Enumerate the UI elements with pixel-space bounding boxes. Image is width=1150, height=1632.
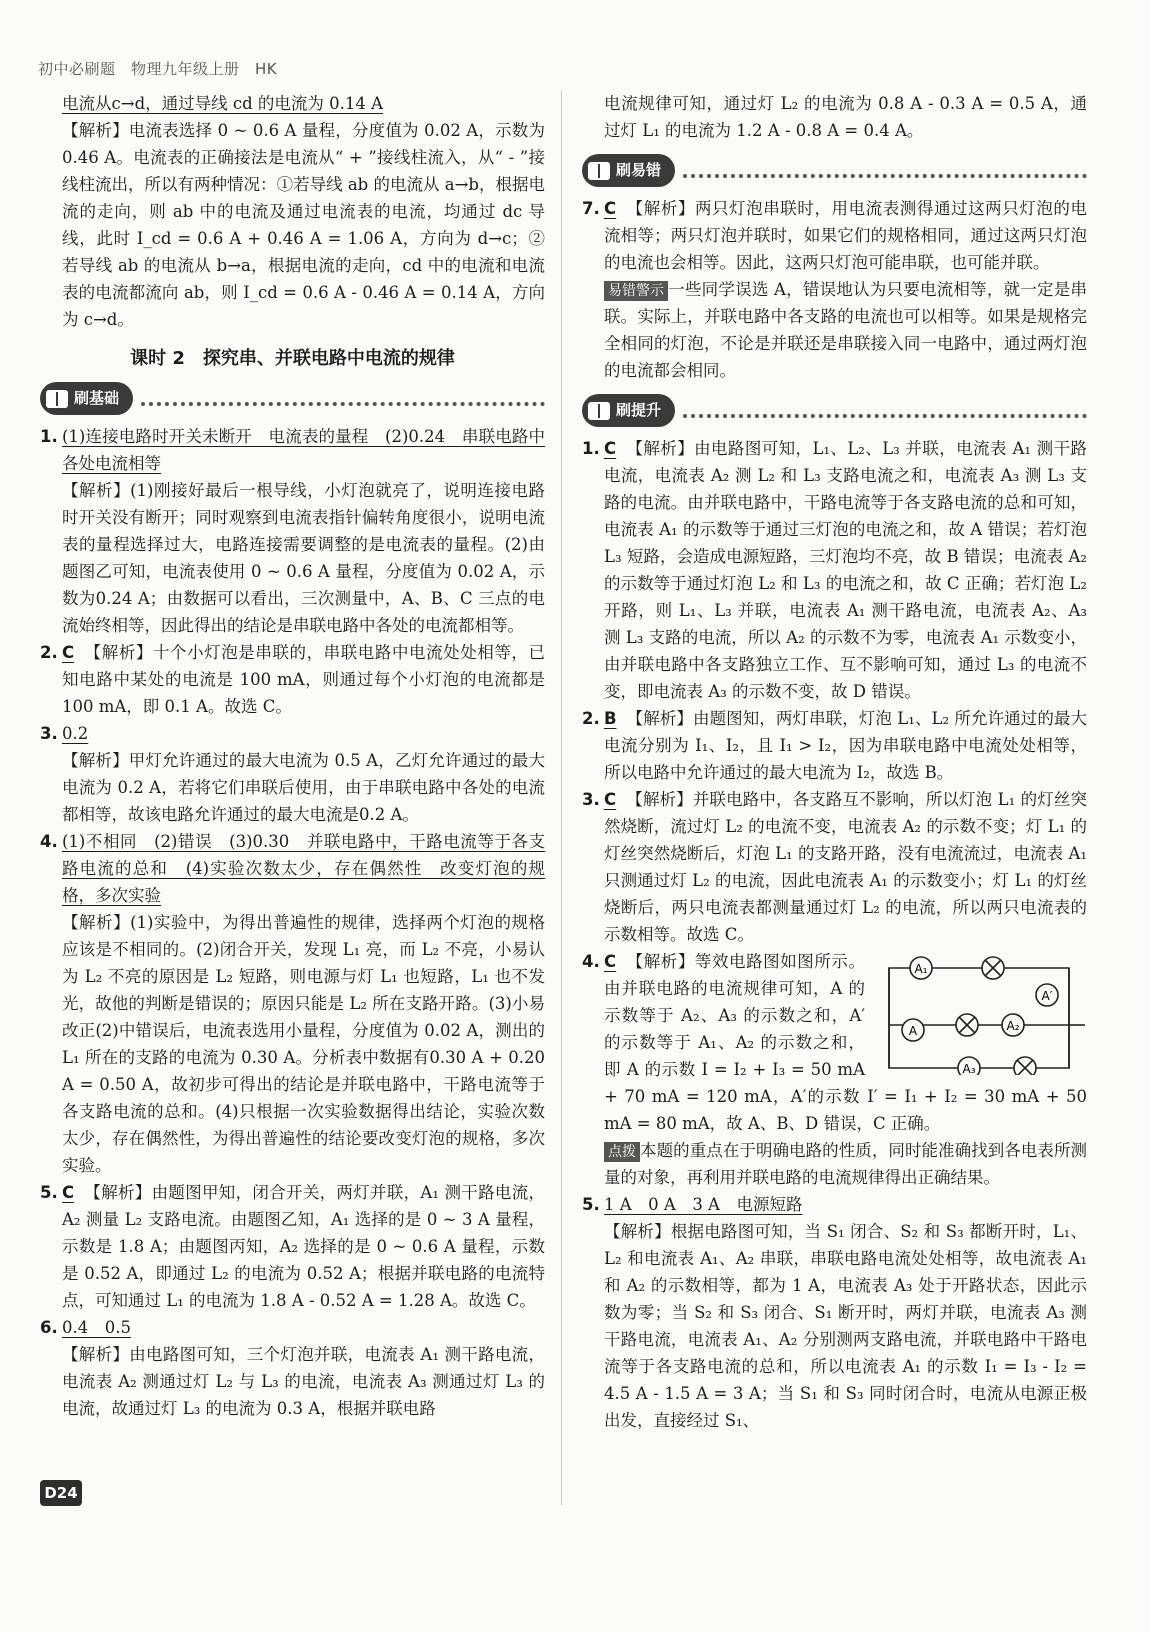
question-number: 6. bbox=[40, 1318, 58, 1337]
analysis: 【解析】由电路图可知，三个灯泡并联，电流表 A₁ 测干路电流，电流表 A₂ 测通过灯 L₂ 与 L₃ 的电流，电流表 A₃ 测通过灯 L₃ 的电流，故通过灯 L₃ 的电流为 0.3 A，根据并联电路 bbox=[62, 1345, 545, 1418]
question-4 bbox=[40, 828, 545, 1179]
question-number: 2. bbox=[40, 643, 58, 662]
lesson-title: 课时 2 探究串、并联电路中电流的规律 bbox=[130, 348, 455, 369]
section-basic bbox=[40, 382, 545, 415]
analysis: 【解析】由电路图可知，L₁、L₂、L₃ 并联，电流表 A₁ 测干路电流，电流表 A₂ 测 L₂ 和 L₃ 支路电流之和，电流表 A₃ 测 L₃ 支路的电流。由并联电路中，干路电流等于各支路电流的总和可知，电流表 A₁ 的示数等于通过三灯泡的电流之和，故 A 错误；若灯泡 L₃ 短路，会造成电源短路，三灯泡均不亮，故 B 错误；电流表 A₂ 的示数等于通过灯泡 L₂ 和 L₃ 的电流之和，故 C 正确；若灯泡 L₂ 开路，则 L₁、L₃ 并联，电流表 A₁ 测干路电流，电流表 A₂、A₃ 测 L₃ 支路的电流，所以 A₂ 的示数不为零，电流表 A₁ 示数变小，由并联电路中各支路独立工作、互不影响可知，通过 L₃ 的电流不变，即电流表 A₃ 的示数不变，故 D 错误。 bbox=[604, 439, 1087, 701]
equivalent-circuit-diagram bbox=[875, 950, 1087, 1075]
problem-1 bbox=[582, 435, 1087, 705]
analysis: 【解析】两只灯泡串联时，用电流表测得通过这两只灯泡的电流相等；两只灯泡并联时，如果它们的规格相同，通过这两只灯泡的电流也会相等。因此，这两只灯泡可能串联，也可能并联。 bbox=[604, 199, 1087, 272]
left-column bbox=[40, 90, 545, 1422]
warning-text: 一些同学误选 A，错误地认为只要电流相等，就一定是串联。实际上，并联电路中各支路的电流也可以相等。如果是规格完全相同的灯泡，不论是并联还是串联接入同一电路中，通过两灯泡的电流都会相同。 bbox=[604, 280, 1087, 380]
problem-5 bbox=[582, 1191, 1087, 1434]
dotted-rule bbox=[683, 404, 1087, 418]
dotted-rule bbox=[683, 164, 1087, 178]
dotted-rule bbox=[141, 392, 545, 406]
answer: 0.4 0.5 bbox=[62, 1318, 131, 1337]
ammeter-a-prime bbox=[1036, 984, 1058, 1006]
question-number: 7. bbox=[582, 199, 600, 218]
warning-tag: 易错警示 bbox=[604, 281, 668, 301]
lamp-3 bbox=[1014, 1057, 1036, 1075]
problem-2 bbox=[582, 705, 1087, 786]
ammeter-a1 bbox=[910, 957, 932, 979]
question-1 bbox=[40, 423, 545, 639]
ammeter-a3 bbox=[958, 1057, 980, 1075]
page-number: D24 bbox=[40, 1480, 82, 1506]
question-6 bbox=[40, 1314, 545, 1422]
analysis: 【解析】根据电路图可知，当 S₁ 闭合、S₂ 和 S₃ 都断开时，L₁、L₂ 和电流表 A₁、A₂ 串联，串联电路电流处处相等，故电流表 A₁ 和 A₂ 的示数相等，都为 1 A，电流表 A₃ 处于开路状态，因此示数为零；当 S₂ 和 S₃ 闭合、S₁ 断开时，两灯并联，电流表 A₃ 测干路电流，电流表 A₁、A₂ 分别测两支路电流，并联电路中干路电流等于各支路电流的总和，所以电流表 A₁ 的示数 I₁ = I₃ - I₂ = 4.5 A - 1.5 A = 3 A；当 S₁ 和 S₃ 同时闭合时，电流从电源正极出发，直接经过 S₁、 bbox=[604, 1222, 1087, 1430]
svg-text:A₃: A₃ bbox=[962, 1062, 976, 1075]
lamp-1 bbox=[982, 957, 1004, 979]
section-error bbox=[582, 154, 1087, 187]
question-number: 1. bbox=[582, 439, 600, 458]
question-7 bbox=[582, 195, 1087, 384]
section-up-label: 刷提升 bbox=[616, 401, 662, 419]
analysis: 【解析】(1)实验中，为得出普遍性的规律，选择两个灯泡的规格应该是不相同的。(2)闭合开关，发现 L₁ 亮，而 L₂ 不亮，小易认为 L₂ 不亮的原因是 L₂ 短路，则电源与灯 L₁ 也短路，L₁ 也不发光，故他的判断是错误的；原因只能是 L₂ 所在支路开路。(3)小易改正(2)中错误后，电流表选用小量程，分度值为 0.02 A，测出的 L₁ 所在的支路的电流为 0.30 A。分析表中数据有0.30 A + 0.20 A = 0.50 A，故初步可得出的结论是并联电路中，干路电流等于各支路电流的总和。(4)只根据一次实验数据得出结论，实验次数太少，存在偶然性，为得出普遍性的结论要改变灯泡的规格，多次实验。 bbox=[62, 913, 545, 1175]
svg-text:A₁: A₁ bbox=[914, 962, 928, 976]
answer: 1 A 0 A 3 A 电源短路 bbox=[604, 1195, 803, 1214]
lamp-2 bbox=[956, 1014, 978, 1036]
question-number: 5. bbox=[40, 1183, 58, 1202]
section-badge-basic bbox=[40, 382, 133, 415]
choice-answer: C bbox=[62, 1183, 75, 1202]
section-badge-up bbox=[582, 394, 675, 427]
answer: (1)不相同 (2)错误 (3)0.30 并联电路中，干路电流等于各支路电流的总和 (4)实验次数太少，存在偶然性 改变灯泡的规格，多次实验 bbox=[62, 832, 545, 905]
question-number: 4. bbox=[40, 832, 58, 851]
page-header: 初中必刷题 物理九年级上册 HK bbox=[38, 60, 278, 78]
ammeter-a bbox=[902, 1019, 924, 1041]
svg-text:A: A bbox=[908, 1024, 918, 1038]
analysis: 【解析】并联电路中，各支路互不影响，所以灯泡 L₁ 的灯丝突然烧断，流过灯 L₂ 的电流不变，电流表 A₂ 的示数不变；灯 L₁ 的灯丝突然烧断后，灯泡 L₁ 的支路开路，没有电流流过，电流表 A₁ 只测通过灯 L₂ 的电流，因此电流表 A₁ 的示数变小；灯 L₁ 的灯丝烧断后，两只电流表都测量通过灯 L₂ 的电流，所以两只电流表的示数相等。故选 C。 bbox=[604, 790, 1087, 944]
question-number: 2. bbox=[582, 709, 600, 728]
section-badge-error bbox=[582, 154, 675, 187]
choice-answer: B bbox=[604, 709, 617, 728]
carry-over-text: 电流规律可知，通过灯 L₂ 的电流为 0.8 A - 0.3 A = 0.5 A，通过灯 L₁ 的电流为 1.2 A - 0.8 A = 0.4 A。 bbox=[604, 94, 1087, 140]
column-divider bbox=[561, 90, 562, 1505]
section-error-label: 刷易错 bbox=[616, 161, 662, 179]
book-icon bbox=[588, 162, 610, 180]
answer: (1)连接电路时开关未断开 电流表的量程 (2)0.24 串联电路中各处电流相等 bbox=[62, 427, 545, 473]
carry-over-analysis: 【解析】电流表选择 0 ~ 0.6 A 量程，分度值为 0.02 A，示数为0.46 A。电流表的正确接法是电流从“ + ”接线柱流入，从“ - ”接线柱流出，所以有两种情况：①若导线 ab 的电流从 a→b，根据电流的走向，则 ab 中的电流及通过电流表的电流，均通过 dc 导线，此时 I_cd = 0.6 A + 0.46 A = 1.06 A，方向为 d→c；②若导线 ab 的电流从 b→a，根据电流的走向，cd 中的电流和电流表的电流都流向 ab，则 I_cd = 0.6 A - 0.46 A = 0.14 A，方向为 c→d。 bbox=[62, 121, 545, 329]
analysis: 【解析】十个小灯泡是串联的，串联电路中电流处处相等，已知电路中某处的电流是 100 mA，则通过每个小灯泡的电流都是100 mA，即 0.1 A。故选 C。 bbox=[62, 643, 545, 716]
section-basic-label: 刷基础 bbox=[74, 389, 120, 407]
analysis: 【解析】等效电路图如图所示。由并联电路的电流规律可知，A 的示数等于 A₂、A₃ 的示数之和，A′的示数等于 A₁、A₂ 的示数之和，即 A 的示数 I = I₂ + I₃ = 50 mA + 70 mA = 120 mA，A′的示数 I′ = I₁ + I₂ = 30 mA + 50 mA = 80 mA，故 A、B、D 错误，C 正确。 bbox=[604, 952, 1087, 1133]
choice-answer: C bbox=[604, 439, 617, 458]
problem-4 bbox=[582, 948, 1087, 1191]
ammeter-a2 bbox=[1002, 1014, 1024, 1036]
problem-3 bbox=[582, 786, 1087, 948]
tip-text: 本题的重点在于明确电路的性质，同时能准确找到各电表所测量的对象，再利用并联电路的电流规律得出正确结果。 bbox=[604, 1141, 1087, 1187]
answer: 0.2 bbox=[62, 724, 89, 743]
right-column bbox=[582, 90, 1087, 1434]
question-number: 5. bbox=[582, 1195, 600, 1214]
analysis: 【解析】甲灯允许通过的最大电流为 0.5 A，乙灯允许通过的最大电流为 0.2 A，若将它们串联后使用，由于串联电路中各处的电流都相等，故该电路允许通过的最大电流是0.2 A。 bbox=[62, 751, 545, 824]
choice-answer: C bbox=[604, 952, 617, 971]
question-number: 3. bbox=[582, 790, 600, 809]
question-number: 3. bbox=[40, 724, 58, 743]
question-5 bbox=[40, 1179, 545, 1314]
question-3 bbox=[40, 720, 545, 828]
svg-text:A′: A′ bbox=[1041, 989, 1053, 1003]
book-icon bbox=[46, 390, 68, 408]
svg-text:A₂: A₂ bbox=[1006, 1019, 1020, 1033]
question-number: 1. bbox=[40, 427, 58, 446]
choice-answer: C bbox=[604, 199, 617, 218]
analysis: 【解析】由题图甲知，闭合开关，两灯并联，A₁ 测干路电流，A₂ 测量 L₂ 支路电流。由题图乙知，A₁ 选择的是 0 ~ 3 A 量程，示数是 1.8 A；由题图丙知，A₂ 选择的是 0 ~ 0.6 A 量程，示数是 0.52 A，即通过 L₂ 的电流为 0.52 A；根据并联电路的电流特点，可知通过 L₁ 的电流为 1.8 A - 0.52 A = 1.28 A。故选 C。 bbox=[62, 1183, 545, 1310]
book-icon bbox=[588, 402, 610, 420]
analysis: 【解析】由题图知，两灯串联，灯泡 L₁、L₂ 所允许通过的最大电流分别为 I₁、I₂，且 I₁ > I₂，因为串联电路中电流处处相等，所以电路中允许通过的最大电流为 I₂，故选 B。 bbox=[604, 709, 1087, 782]
analysis: 【解析】(1)刚接好最后一根导线，小灯泡就亮了，说明连接电路时开关没有断开；同时观察到电流表指针偏转角度很小，说明电流表的量程选择过大，电路连接需要调整的是电流表的量程。(2)由题图乙可知，电流表使用 0 ~ 0.6 A 量程，分度值为 0.02 A，示数为0.24 A；由数据可以看出，三次测量中，A、B、C 三点的电流始终相等，因此得出的结论是串联电路中各处的电流都相等。 bbox=[62, 481, 545, 635]
question-2 bbox=[40, 639, 545, 720]
choice-answer: C bbox=[62, 643, 75, 662]
tip-tag: 点拨 bbox=[604, 1142, 640, 1162]
carry-over-answer: 电流从c→d，通过导线 cd 的电流为 0.14 A bbox=[62, 94, 384, 113]
choice-answer: C bbox=[604, 790, 617, 809]
section-up bbox=[582, 394, 1087, 427]
question-number: 4. bbox=[582, 952, 600, 971]
